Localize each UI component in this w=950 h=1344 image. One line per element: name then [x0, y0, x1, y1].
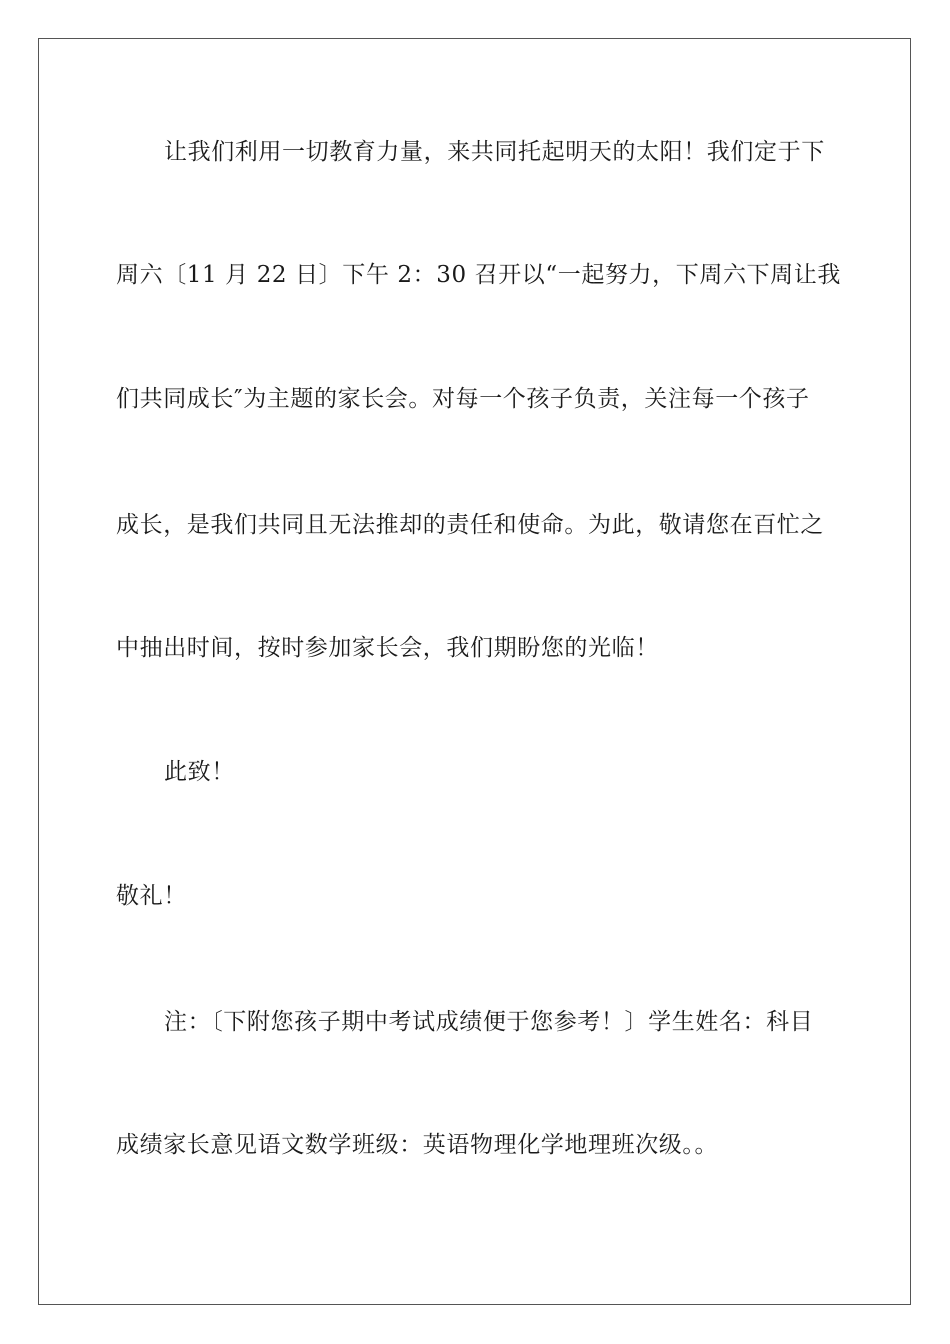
- closing-line: 敬礼！: [116, 883, 187, 909]
- salutation-line: 此致！: [164, 759, 235, 785]
- paragraph-line-2: 周六〔11 月 22 日〕下午 2：30 召开以“一起努力，下周六下周让我: [116, 262, 841, 288]
- page-frame: [38, 38, 911, 1305]
- note-line-2: 成绩家长意见语文数学班级：英语物理化学地理班次级。。: [116, 1132, 719, 1158]
- note-line-1: 注：〔下附您孩子期中考试成绩便于您参考！〕学生姓名：科目: [164, 1009, 814, 1035]
- paragraph-line-1: 让我们利用一切教育力量，来共同托起明天的太阳！我们定于下: [164, 139, 825, 165]
- paragraph-line-5: 中抽出时间，按时参加家长会，我们期盼您的光临！: [116, 635, 659, 661]
- paragraph-line-4: 成长，是我们共同且无法推却的责任和使命。为此，敬请您在百忙之: [116, 512, 824, 538]
- paragraph-line-3: 们共同成长″为主题的家长会。对每一个孩子负责，关注每一个孩子: [116, 386, 810, 412]
